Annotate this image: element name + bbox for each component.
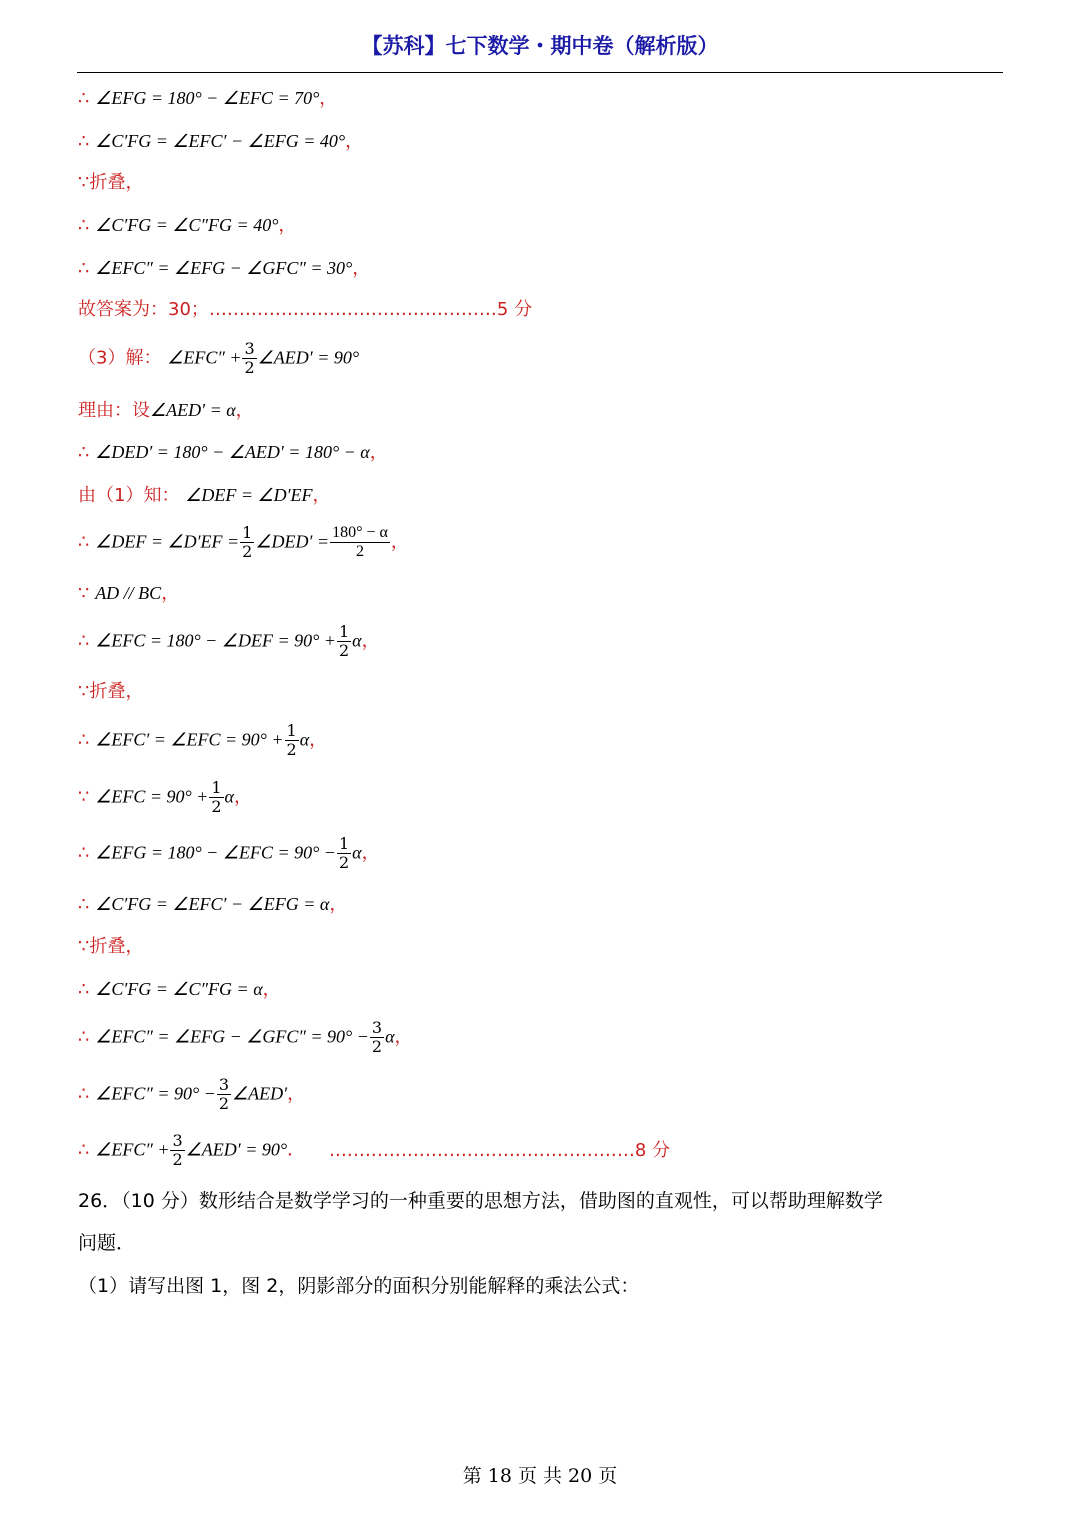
fraction-three-halves: $\frac{3}{2}$ [244,339,255,377]
fraction-three-halves: $\frac{3}{2}$ [218,1075,229,1113]
solution-line: ∴ ∠EFC′ = ∠EFC = 90° + $\frac{1}{2}$ α， [78,721,328,759]
answer-line: 故答案为：30；…………………………………………5 分 [78,299,533,320]
page-header: 【苏科】七下数学・期中卷（解析版） [361,34,719,58]
fraction-one-half: $\frac{1}{2}$ [242,523,253,561]
solution-line: ∴ ∠DED′ = 180° − ∠AED′ = 180° − α， [78,442,388,463]
fraction-one-half: $\frac{1}{2}$ [338,622,350,660]
solution-line: ∴ ∠C′FG = ∠EFC′ − ∠EFG = α， [78,894,348,915]
question-26-part1: （1）请写出图 1，图 2，阴影部分的面积分别能解释的乘法公式： [78,1275,640,1297]
question-26-line-2: 问题． [78,1232,136,1254]
solution-line: ∴ ∠EFC″ = ∠EFG − ∠GFC″ = 90° − $\frac{3}{2}$ α， [78,1018,413,1056]
fraction-one-half: $\frac{1}{2}$ [211,778,222,816]
score-mark: ……………………………………………8 分 [328,1139,670,1161]
solution-line: ∴ ∠EFG = 180° − ∠EFC = 90° − $\frac{1}{2}$ α， [78,834,380,872]
solution-line: ∵折叠， [78,172,144,193]
solution-line: ∴ ∠EFC″ = ∠EFG − ∠GFC″ = 30°， [78,258,371,279]
solution-line: ∴ ∠EFG = 180° − ∠EFC = 70°， [78,88,338,109]
solution-line: ∴ ∠EFC = 180° − ∠DEF = 90° + $\frac{1}{2}$ α， [78,622,380,660]
part3-heading: （3）解： ∠EFC″ + $\frac{3}{2}$ ∠AED′ = 90° [78,339,360,377]
solution-line: ∵ AD // BC， [78,583,180,604]
solution-line: ∴ ∠C′FG = ∠C″FG = α， [78,979,281,1000]
header-divider [77,72,1003,73]
fraction-three-halves: $\frac{3}{2}$ [172,1131,183,1169]
solution-line: ∴ ∠DEF = ∠D′EF = $\frac{1}{2}$ ∠DED′ = $\frac{180^\circ - \alpha}{2}$ ， [78,523,409,561]
fraction-one-half: $\frac{1}{2}$ [338,834,350,872]
solution-line: ∴ ∠EFC″ + $\frac{3}{2}$ ∠AED′ = 90°． ……………………………………………8 分 [78,1131,670,1169]
question-26-line-1: 26．（10 分）数形结合是数学学习的一种重要的思想方法，借助图的直观性，可以帮助理解数学 [78,1190,883,1212]
fraction-180-minus-alpha: $\frac{180^\circ - \alpha}{2}$ [332,524,388,560]
page-number: 第 18 页 共 20 页 [462,1465,618,1487]
fraction-one-half: $\frac{1}{2}$ [286,721,297,759]
fraction-three-halves: $\frac{3}{2}$ [371,1018,383,1056]
solution-line: 理由：设∠AED′ = α， [78,400,254,421]
solution-line: ∴ ∠C′FG = ∠EFC′ − ∠EFG = 40°， [78,131,364,152]
solution-line: 由（1）知： ∠DEF = ∠D′EF， [78,485,331,506]
solution-line: ∴ ∠C′FG = ∠C″FG = 40°， [78,215,297,236]
solution-line: ∵折叠， [78,936,144,957]
solution-line: ∵ ∠EFC = 90° + $\frac{1}{2}$ α， [78,778,252,816]
solution-line: ∵折叠， [78,681,144,702]
solution-line: ∴ ∠EFC″ = 90° − $\frac{3}{2}$ ∠AED′， [78,1075,306,1113]
